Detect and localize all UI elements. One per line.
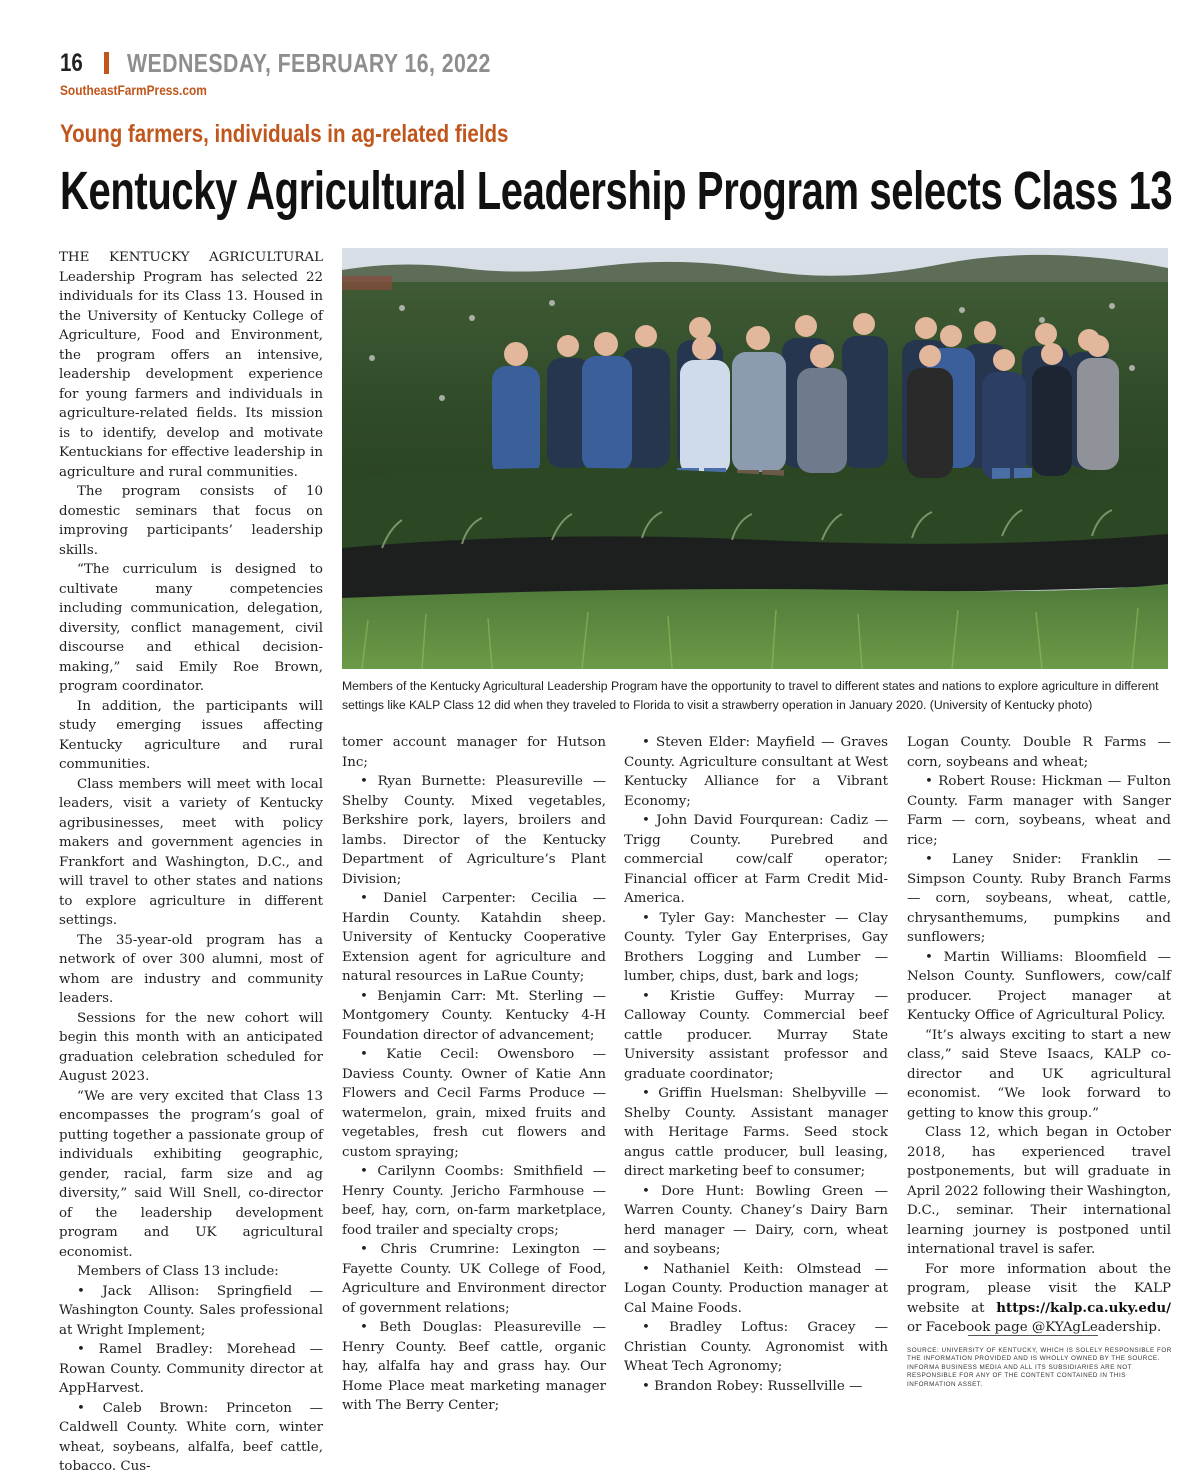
closing-text-end: or Facebook page @KYAgLeadership. (907, 1320, 1162, 1335)
article-kicker: Young farmers, individuals in ag-related fields (60, 120, 509, 148)
paragraph: In addition, the participants will study emerging issues affecting Kentucky agriculture and rural communities. (59, 698, 323, 772)
member-entry: • John David Fourqurean: Cadiz — Trigg County. Purebred and commercial cow/calf operator; Financial officer at Farm Credit Mid-America. (624, 813, 888, 906)
article-column-2 (342, 733, 606, 1416)
header-divider (104, 52, 109, 74)
member-entry: • Martin Williams: Bloomfield — Nelson County. Sunflowers, cow/calf producer. Project manager at Kentucky Office of Agricultural Policy. (907, 949, 1171, 1023)
paragraph: THE KENTUCKY AGRICULTURAL Leadership Program has selected 22 individuals for its Class 13. Housed in the University of Kentucky College of Agriculture, Food and Environment, the program offers an intensive, leadership development experience for young farmers and individuals in agriculture-related fields. Its mission is to identify, develop and motivate Kentuckians for effective leadership in agriculture and rural communities. (59, 250, 323, 480)
article-column-3 (624, 733, 888, 1396)
member-entry: • Dore Hunt: Bowling Green — Warren County. Chaney’s Dairy Barn herd manager — Dairy, corn, wheat and soybeans; (624, 1183, 888, 1257)
closing-paragraph (907, 1260, 1171, 1338)
member-entry: • Carilynn Coombs: Smithfield — Henry County. Jericho Farmhouse — beef, hay, corn, on-farm marketplace, food trailer and specialty crops; (342, 1164, 606, 1238)
article-column-4 (907, 733, 1171, 1338)
member-entry: • Ramel Bradley: Morehead — Rowan County. Community director at AppHarvest. (59, 1342, 323, 1396)
member-entry: • Steven Elder: Mayfield — Graves County. Agriculture consultant at West Kentucky Alliance for a Vibrant Economy; (624, 735, 888, 809)
publication-site: SoutheastFarmPress.com (60, 82, 207, 98)
article-headline: Kentucky Agricultural Leadership Program selects Class 13 (60, 161, 1173, 221)
photo-caption: Members of the Kentucky Agricultural Leadership Program have the opportunity to travel to different states and nations to explore agriculture in different settings like KALP Class 12 did when they traveled to Florida to visit a strawberry operation in January 2020. (University of Kentucky photo) (342, 679, 1159, 712)
member-entry: • Ryan Burnette: Pleasureville — Shelby County. Mixed vegetables, Berkshire pork, layers, broilers and lambs. Director of the Kentucky Department of Agriculture’s Plant Division; (342, 774, 606, 887)
member-entry: • Robert Rouse: Hickman — Fulton County. Farm manager with Sanger Farm — corn, soybeans, wheat and rice; (907, 774, 1171, 848)
closing-text: For more information about the program, please visit the KALP website at (907, 1261, 1171, 1316)
member-entry: • Brandon Robey: Russellville — (642, 1378, 863, 1394)
member-entry: • Kristie Guffey: Murray — Calloway County. Commercial beef cattle producer. Murray State University assistant professor and graduate coordinator; (624, 988, 888, 1082)
member-entry-continued: Logan County. Double R Farms — corn, soybeans and wheat; (907, 735, 1171, 770)
paragraph: “It’s always exciting to start a new class,” said Steve Isaacs, KALP co-director and UK agricultural economist. “We look forward to getting to know this group.” (907, 1027, 1171, 1121)
paragraph: Class 12, which began in October 2018, has experienced travel postponements, but will graduate in April 2022 following their Washington, D.C., seminar. Their international learning journey is postponed until international travel is safer. (907, 1125, 1171, 1257)
member-entry: • Tyler Gay: Manchester — Clay County. Tyler Gay Enterprises, Gay Brothers Logging and Lumber — lumber, chips, dust, bark and logs; (624, 910, 888, 984)
paragraph: The program consists of 10 domestic seminars that focus on improving participants’ leadership skills. (59, 484, 323, 558)
paragraph: “We are very excited that Class 13 encompasses the program’s goal of putting together a passionate group of individuals exhibiting geographic, gender, racial, farm size and ag diversity,” said Will Snell, co-director of the leadership development program and UK agricultural economist. (59, 1088, 323, 1260)
member-entry: • Beth Douglas: Pleasureville — Henry County. Beef cattle, organic hay, alfalfa hay and grass hay. Our Home Place meat marketing manager with The Berry Center; (342, 1320, 606, 1413)
source-note: SOURCE: UNIVERSITY OF KENTUCKY, WHICH IS SOLELY RESPONSIBLE FOR THE INFORMATION PROVIDED AND IS WHOLLY OWNED BY THE SOURCE. INFORMA BUSINESS MEDIA AND ALL ITS SUBSIDIARIES ARE NOT RESPONSIBLE FOR ANY OF THE CONTENT CONTAINED IN THIS INFORMATION ASSET. (907, 1347, 1172, 1388)
member-entry: • Bradley Loftus: Gracey — Christian County. Agronomist with Wheat Tech Agronomy; (624, 1320, 888, 1374)
strawberry-field-photo (342, 248, 1168, 669)
page-number: 16 (60, 48, 83, 77)
paragraph: Class members will meet with local leaders, visit a variety of Kentucky agribusinesses, meet with policy makers and government agencies in Frankfort and Washington, D.C., and will travel to other states and nations to explore agriculture in different settings. (59, 776, 323, 928)
article-column-1 (59, 248, 323, 1477)
member-entry: • Chris Crumrine: Lexington — Fayette County. UK College of Food, Agriculture and Environment director of government relations; (342, 1242, 606, 1316)
paragraph: Sessions for the new cohort will begin this month with an anticipated graduation celebration scheduled for August 2023. (59, 1010, 323, 1084)
member-entry: • Benjamin Carr: Mt. Sterling — Montgomery County. Kentucky 4-H Foundation director of advancement; (342, 988, 606, 1043)
member-entry: • Daniel Carpenter: Cecilia — Hardin County. Katahdin sheep. University of Kentucky Cooperative Extension agent for agriculture and natural resources in LaRue County; (342, 891, 606, 984)
group-photo (342, 248, 1168, 669)
member-entry: • Katie Cecil: Owensboro — Daviess County. Owner of Katie Ann Flowers and Cecil Farms Produce — watermelon, grain, mixed fruits and vegetables, fresh cut flowers and custom spraying; (342, 1047, 606, 1160)
member-entry: • Laney Snider: Franklin — Simpson County. Ruby Branch Farms — corn, soybeans, wheat, cattle, chrysanthemums, pumpkins and sunflowers; (907, 852, 1171, 945)
paragraph: “The curriculum is designed to cultivate many competencies including communication, delegation, diversity, conflict management, civil discourse and ethical decision-making,” said Emily Roe Brown, program coordinator. (59, 562, 323, 694)
member-entry: • Caleb Brown: Princeton — Caldwell County. White corn, winter wheat, soybeans, alfalfa, beef cattle, tobacco. Cus- (59, 1400, 323, 1474)
member-entry: • Griffin Huelsman: Shelbyville — Shelby County. Assistant manager with Heritage Farms. Seed stock angus cattle producer, bull leasing, direct marketing beef to consumer; (624, 1086, 888, 1179)
paragraph: The 35-year-old program has a network of over 300 alumni, most of whom are industry and community leaders. (59, 932, 323, 1006)
member-entry-continued: tomer account manager for Hutson Inc; (342, 735, 606, 770)
source-divider (968, 1335, 1098, 1336)
issue-date: WEDNESDAY, FEBRUARY 16, 2022 (127, 47, 491, 78)
kalp-website-link[interactable]: https://kalp.ca.uky.edu/ (996, 1299, 1171, 1316)
member-entry: • Nathaniel Keith: Olmstead — Logan County. Production manager at Cal Maine Foods. (624, 1261, 888, 1316)
member-entry: • Jack Allison: Springfield — Washington County. Sales professional at Wright Implement; (59, 1283, 323, 1338)
paragraph: Members of Class 13 include: (77, 1264, 279, 1279)
page-header (60, 46, 571, 80)
